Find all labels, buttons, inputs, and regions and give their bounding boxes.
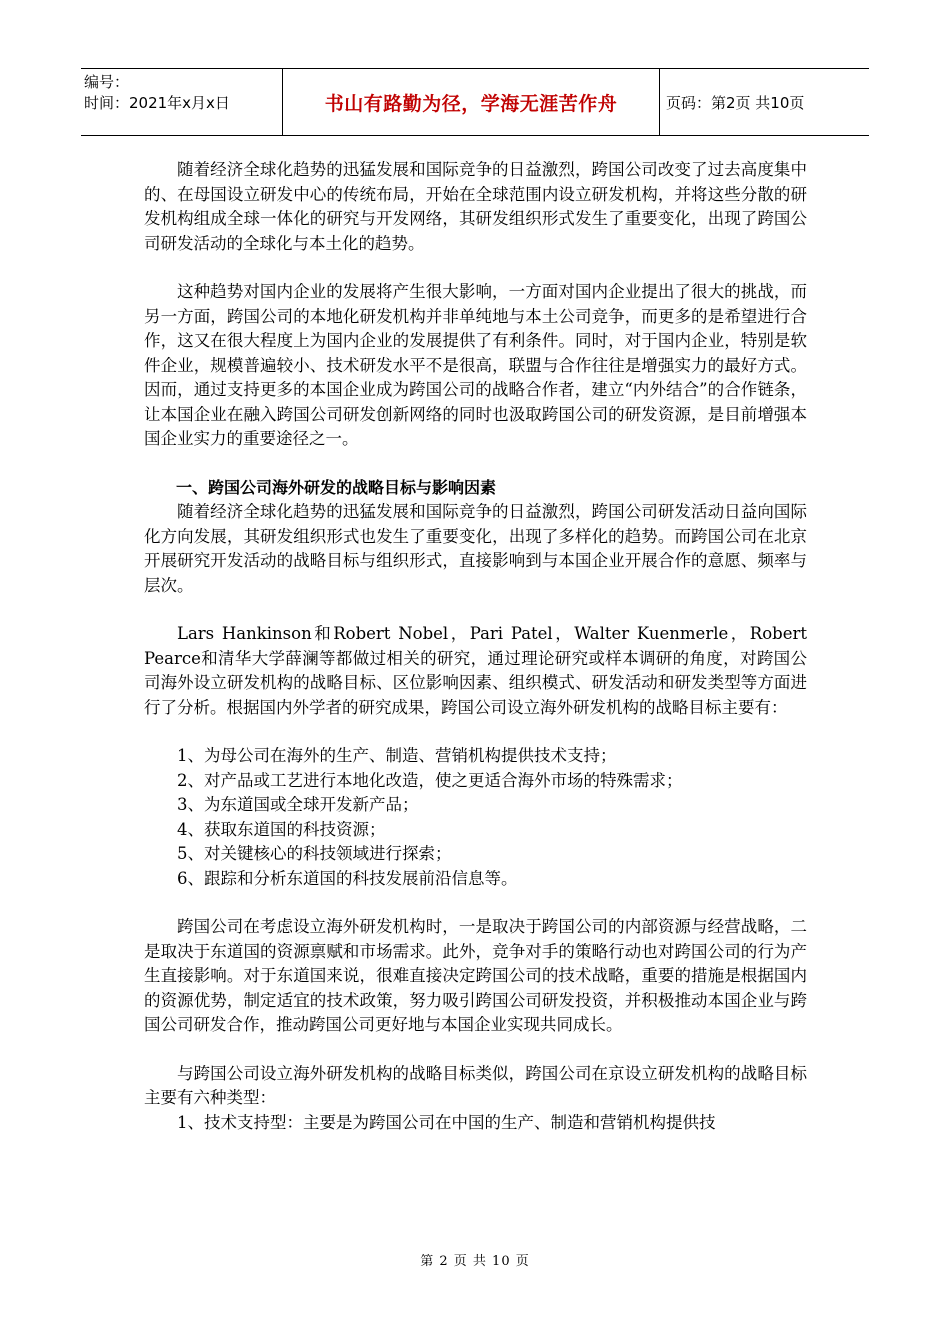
paragraph-impact: 这种趋势对国内企业的发展将产生很大影响，一方面对国内企业提出了很大的挑战，而另一方面，跨国公司的本地化研发机构并非单纯地与本土公司竞争，而更多的是希望进行合作，这又在很大程度上为国内企业的发展提供了有利条件。同时，对于国内企业，特别是软件企业，规模普遍较小、技术研发水平不是很高，联盟与合作往往是增强实力的最好方式。因而，通过支持更多的本国企业成为跨国公司的战略合作者，建立“内外结合”的合作链条，让本国企业在融入跨国公司研发创新网络的同时也汲取跨国公司的研发资源，是目前增强本国企业实力的重要途径之一。 (144, 282, 807, 448)
document-number-label: 编号： (84, 73, 130, 91)
list-item: 2、对产品或工艺进行本地化改造，使之更适合海外市场的特殊需求； (177, 770, 683, 790)
section-heading: 一、跨国公司海外研发的战略目标与影响因素 (176, 477, 497, 497)
paragraph-intro: 随着经济全球化趋势的迅猛发展和国际竞争的日益激烈，跨国公司改变了过去高度集中的、在母国设立研发中心的传统布局，开始在全球范围内设立研发机构，并将这些分散的研发机构组成全球一体化的研究与开发网络，其研发组织形式发生了重要变化，出现了跨国公司研发活动的全球化与本土化的趋势。 (144, 160, 807, 253)
header-motto: 书山有路勤为径，学海无涯苦作舟 (324, 92, 618, 115)
paragraph-trend: 随着经济全球化趋势的迅猛发展和国际竞争的日益激烈，跨国公司研发活动日益向国际化方向发展，其研发组织形式也发生了重要变化，出现了多样化的趋势。而跨国公司在北京开展研究开发活动的战略目标与组织形式，直接影响到与本国企业开展合作的意愿、频率与层次。 (144, 502, 807, 595)
list-item: 3、为东道国或全球开发新产品； (177, 795, 419, 814)
paragraph-research: Lars Hankinson和Robert Nobel，Pari Patel，Walter Kuenmerle，Robert Pearce和清华大学薛澜等都做过相关的研究，通过理论研究或样本调研的角度，对跨国公司海外设立研发机构的战略目标、区位影响因素、组织模式、研发活动和研发类型等方面进行了分析。根据国内外学者的研究成果，跨国公司设立海外研发机构的战略目标主要有： (144, 624, 807, 717)
document-body (144, 158, 807, 1135)
page-footer: 第 2 页 共 10 页 (420, 1254, 530, 1269)
header-page-cell (660, 69, 869, 135)
list-item: 6、跟踪和分析东道国的科技发展前沿信息等。 (177, 868, 518, 888)
list-item: 4、获取东道国的科技资源； (177, 819, 386, 839)
paragraph-factors: 跨国公司在考虑设立海外研发机构时，一是取决于跨国公司的内部资源与经营战略，二是取决于东道国的资源禀赋和市场需求。此外，竞争对手的策略行动也对跨国公司的行为产生直接影响。对于东道国来说，很难直接决定跨国公司的技术战略，重要的措施是根据国内的资源优势，制定适宜的技术政策，努力吸引跨国公司研发投资，并积极推动本国企业与跨国公司研发合作，推动跨国公司更好地与本国企业实现共同成长。 (144, 917, 807, 1034)
list-item: 5、对关键核心的科技领域进行探索； (177, 844, 452, 863)
header-meta-cell (81, 69, 283, 135)
list-item: 1、为母公司在海外的生产、制造、营销机构提供技术支持； (177, 746, 617, 765)
header-page-info: 页码：第2页 共10页 (666, 93, 805, 112)
page-header (81, 68, 869, 136)
paragraph-beijing-goals: 与跨国公司设立海外研发机构的战略目标类似，跨国公司在京设立研发机构的战略目标主要有六种类型： (144, 1063, 807, 1107)
header-motto-cell (283, 69, 660, 135)
document-date-label: 时间：2021年x月x日 (84, 94, 230, 112)
paragraph-tech-support: 1、技术支持型：主要是为跨国公司在中国的生产、制造和营销机构提供技 (177, 1112, 716, 1132)
